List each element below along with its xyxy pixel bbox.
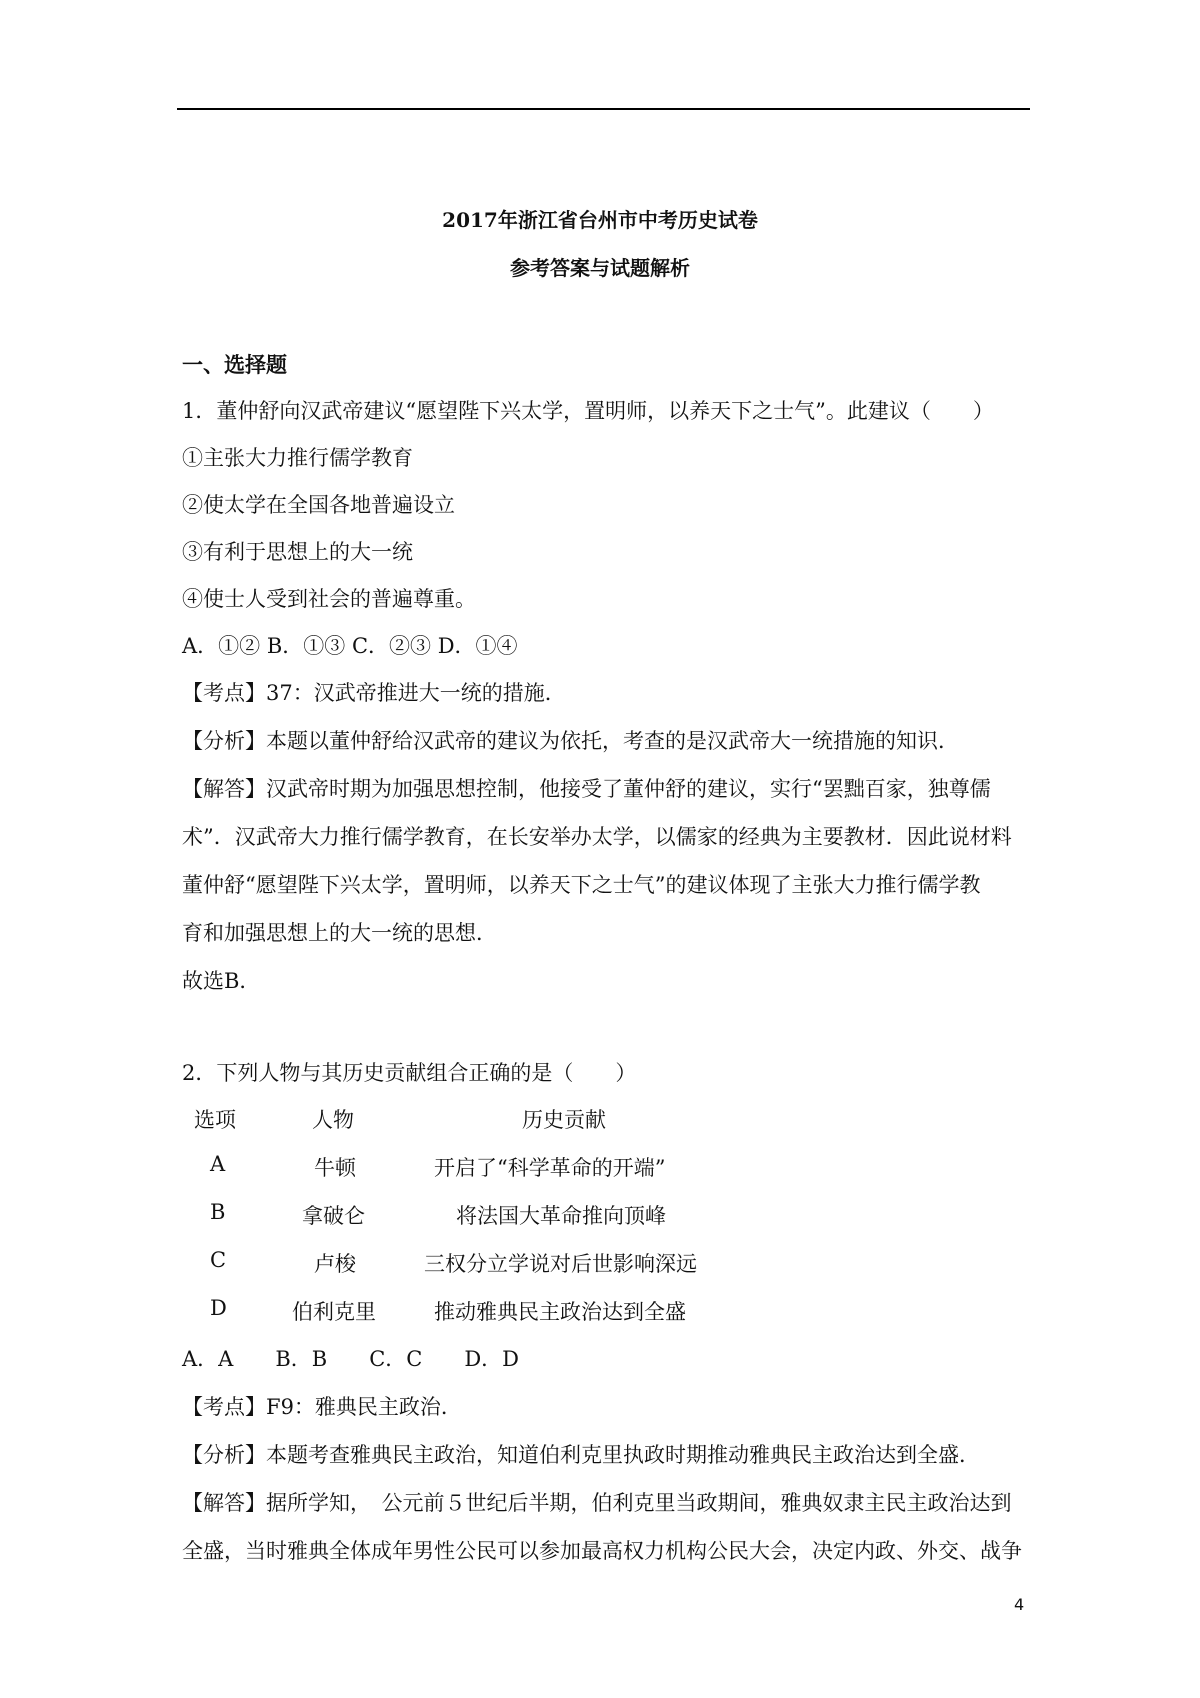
document-subtitle: 参考答案与试题解析 <box>510 256 690 280</box>
table-cell-person: 拿破仑 <box>302 1204 365 1228</box>
q1-result: 故选B． <box>182 969 261 993</box>
table-row <box>182 1152 802 1182</box>
table-cell-person: 卢梭 <box>314 1252 356 1276</box>
q2-point: 【考点】F9：雅典民主政治． <box>182 1395 462 1419</box>
q1-option-4: ④使士人受到社会的普遍尊重。 <box>182 587 476 611</box>
section-heading: 一、选择题 <box>182 352 287 377</box>
table-cell-contribution: 推动雅典民主政治达到全盛 <box>434 1300 686 1324</box>
table-cell-option: C <box>210 1248 227 1272</box>
table-cell-contribution: 开启了“科学革命的开端” <box>434 1156 666 1180</box>
q1-answer-line-2: 术”．汉武帝大力推行儒学教育，在长安举办太学，以儒家的经典为主要教材．因此说材料 <box>182 825 1012 849</box>
q1-option-3: ③有利于思想上的大一统 <box>182 540 413 564</box>
q1-answer-line-3: 董仲舒“愿望陛下兴太学，置明师，以养天下之士气”的建议体现了主张大力推行儒学教 <box>182 873 981 897</box>
page-number: 4 <box>1014 1595 1025 1614</box>
header-rule <box>177 108 1030 110</box>
table-row <box>182 1296 802 1326</box>
table-cell-option: A <box>210 1152 226 1176</box>
table-cell-option: B <box>210 1200 226 1224</box>
q2-choices: A．A B．B C．C D．D <box>182 1347 520 1371</box>
q1-point: 【考点】37：汉武帝推进大一统的措施． <box>182 681 566 705</box>
q2-answer-line-2: 全盛，当时雅典全体成年男性公民可以参加最高权力机构公民大会，决定内政、外交、战争 <box>182 1539 1022 1563</box>
table-row <box>182 1248 802 1278</box>
table-row <box>182 1200 802 1230</box>
table-cell-person: 牛顿 <box>314 1156 356 1180</box>
table-header <box>182 1104 802 1134</box>
q2-answer-line-1: 【解答】据所学知， 公元前５世纪后半期，伯利克里当政期间，雅典奴隶主民主政治达到 <box>182 1491 1012 1515</box>
q1-stem: 1．董仲舒向汉武帝建议“愿望陛下兴太学，置明师，以养天下之士气”。此建议（ ） <box>182 399 994 423</box>
table-cell-person: 伯利克里 <box>292 1300 376 1324</box>
document-title: 2017年浙江省台州市中考历史试卷 <box>442 208 758 232</box>
q1-answer-line-1: 【解答】汉武帝时期为加强思想控制，他接受了董仲舒的建议，实行“罢黜百家，独尊儒 <box>182 777 991 801</box>
q2-stem: 2．下列人物与其历史贡献组合正确的是（ ） <box>182 1061 637 1085</box>
table-cell-contribution: 将法国大革命推向顶峰 <box>456 1204 666 1228</box>
q1-option-1: ①主张大力推行儒学教育 <box>182 446 413 470</box>
q2-analysis: 【分析】本题考查雅典民主政治，知道伯利克里执政时期推动雅典民主政治达到全盛． <box>182 1443 980 1467</box>
q1-analysis: 【分析】本题以董仲舒给汉武帝的建议为依托，考查的是汉武帝大一统措施的知识． <box>182 729 959 753</box>
q1-choices: A．①② B．①③ C．②③ D．①④ <box>182 634 518 658</box>
table-header-person: 人物 <box>312 1108 354 1132</box>
table-cell-option: D <box>210 1296 227 1320</box>
table-cell-contribution: 三权分立学说对后世影响深远 <box>424 1252 697 1276</box>
table-header-option: 选项 <box>194 1108 236 1132</box>
table-header-contribution: 历史贡献 <box>522 1108 606 1132</box>
q1-answer-line-4: 育和加强思想上的大一统的思想． <box>182 921 497 945</box>
q1-option-2: ②使太学在全国各地普遍设立 <box>182 493 455 517</box>
